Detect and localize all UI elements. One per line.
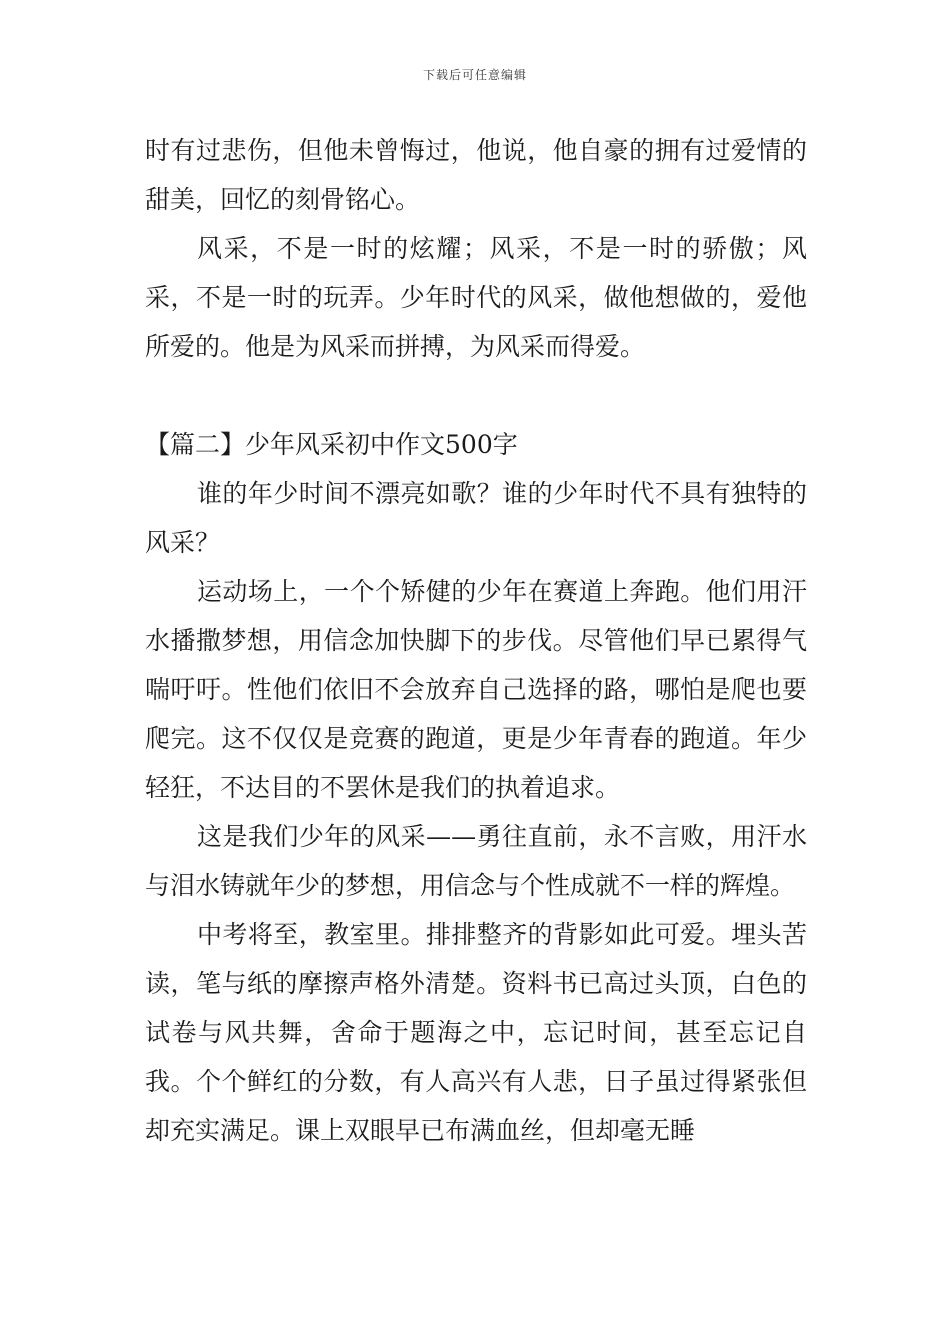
section-heading: 【篇二】少年风采初中作文500字	[145, 430, 518, 459]
page-header: 下载后可任意编辑	[422, 68, 527, 82]
document-body	[145, 126, 807, 1155]
paragraph-fengcai-definition: 风采，不是一时的炫耀；风采，不是一时的骄傲；风采，不是一时的玩弄。少年时代的风采，做他想做的，爱他所爱的。他是为风采而拼搏，为风采而得爱。	[145, 234, 807, 361]
paragraph-intro-question: 谁的年少时间不漂亮如歌？谁的少年时代不具有独特的风采？	[145, 479, 807, 557]
section-gap	[145, 371, 807, 420]
paragraph-youth-spirit: 这是我们少年的风采——勇往直前，永不言败，用汗水与泪水铸就年少的梦想，用信念与个性成就不一样的辉煌。	[145, 822, 807, 900]
paragraph-continued: 时有过悲伤，但他未曾悔过，他说，他自豪的拥有过爱情的甜美，回忆的刻骨铭心。	[145, 136, 807, 214]
paragraph-exam-classroom: 中考将至，教室里。排排整齐的背影如此可爱。埋头苦读，笔与纸的摩擦声格外清楚。资料书已高过头顶，白色的试卷与风共舞，舍命于题海之中，忘记时间，甚至忘记自我。个个鲜红的分数，有人高兴有人悲，日子虽过得紧张但却充实满足。课上双眼早已布满血丝，但却毫无睡	[145, 920, 807, 1145]
paragraph-sports-field: 运动场上，一个个矫健的少年在赛道上奔跑。他们用汗水播撒梦想，用信念加快脚下的步伐。尽管他们早已累得气喘吁吁。性他们依旧不会放弃自己选择的路，哪怕是爬也要爬完。这不仅仅是竞赛的跑道，更是少年青春的跑道。年少轻狂，不达目的不罢休是我们的执着追求。	[145, 577, 807, 802]
